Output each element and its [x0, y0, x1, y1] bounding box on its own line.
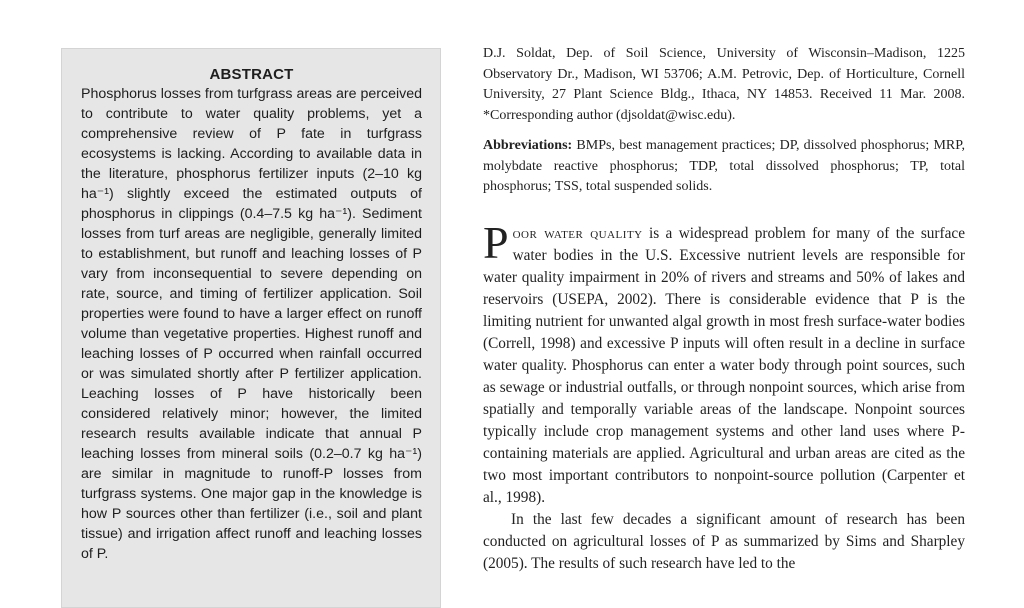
intro-smallcaps: oor water quality [512, 224, 643, 242]
intro-text: is a widespread problem for many of the surface water bodies in the U.S. Excessive nutrient levels are responsible for water quality impairment in 20% of rivers and streams and 50% of lakes and reservoirs (USEPA, 2002). There is considerable evidence that P is the limiting nutrient for unwanted algal growth in most fresh surface-water bodies (Correll, 1998) and excessive P inputs will often result in a decline in surface water quality. Phosphorus can enter a water body through point sources, such as sewage or industrial outfalls, or through nonpoint sources, which arise from spatially and temporally variable areas of the landscape. Nonpoint sources typically include crop management systems and other land uses where P-containing materials are applied. Agricultural and urban areas are cited as the two most important contributors to nonpoint-source pollution (Carpenter et al., 1998). [483, 224, 965, 506]
main-column [483, 44, 965, 575]
abbreviations-text: BMPs, best management practices; DP, dissolved phosphorus; MRP, molybdate reactive phosphorus; TDP, total dissolved phosphorus; TP, total phosphorus; TSS, total suspended solids. [483, 138, 965, 194]
author-affiliation: D.J. Soldat, Dep. of Soil Science, University of Wisconsin–Madison, 1225 Observatory Dr., Madison, WI 53706; A.M. Petrovic, Dep. of Horticulture, Cornell University, 27 Plant Science Bldg., Ithaca, NY 14853. Received 11 Mar. 2008. *Corresponding author (djsoldat@wisc.edu). [483, 46, 965, 123]
intro-paragraph [483, 216, 965, 509]
abbreviations [483, 136, 965, 198]
abstract-box [61, 48, 441, 608]
second-paragraph: In the last few decades a significant amount of research has been conducted on agricultural losses of P as summarized by Sims and Sharpley (2005). The results of such research have led to the [483, 510, 965, 572]
drop-cap: P [483, 216, 509, 268]
abstract-heading: ABSTRACT [209, 66, 294, 83]
abbreviations-label: Abbreviations: [483, 138, 573, 153]
abstract-text: Phosphorus losses from turfgrass areas are perceived to contribute to water quality problems, yet a comprehensive review of P fate in turfgrass ecosystems is lacking. According to available data in the literature, phosphorus fertilizer inputs (2–10 kg ha⁻¹) slightly exceed the estimated outputs of phosphorus in clippings (0.4–7.5 kg ha⁻¹). Sediment losses from turf areas are negligible, generally limited to establishment, but runoff and leaching losses of P vary from inconsequential to severe depending on rate, source, and timing of fertilizer application. Soil properties were found to have a larger effect on runoff volume than vegetative properties. Highest runoff and leaching losses of P occurred when rainfall occurred or was simulated shortly after P fertilizer application. Leaching losses of P have historically been considered relatively minor; however, the limited research results available indicate that annual P leaching losses from mineral soils (0.2–0.7 kg ha⁻¹) are similar in magnitude to runoff-P losses from turfgrass systems. One major gap in the knowledge is how P sources other than fertilizer (i.e., soil and plant tissue) and irrigation affect runoff and leaching losses of P. [81, 86, 422, 562]
